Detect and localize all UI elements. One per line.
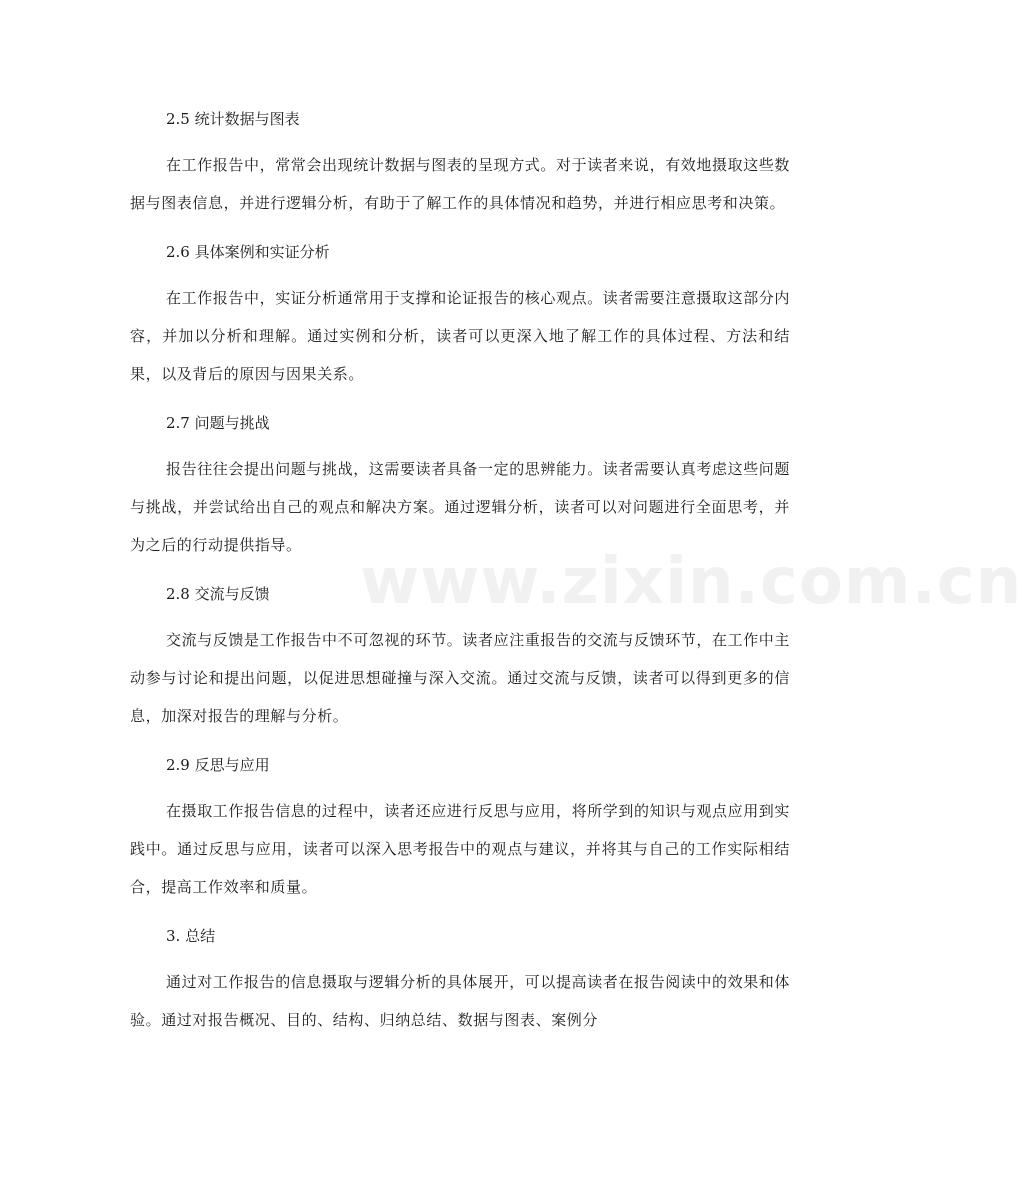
- section-heading-2-7: 2.7 问题与挑战: [166, 414, 270, 432]
- section-heading-2-8: 2.8 交流与反馈: [166, 585, 270, 603]
- watermark: www.zixin.com.cn: [360, 545, 1022, 619]
- section-heading-2-9: 2.9 反思与应用: [166, 756, 270, 774]
- section-paragraph-2-7: 报告往往会提出问题与挑战，这需要读者具备一定的思辨能力。读者需要认真考虑这些问题与挑战，并尝试给出自己的观点和解决方案。通过逻辑分析，读者可以对问题进行全面思考，并为之后的行动提供指导。: [130, 460, 791, 554]
- section-paragraph-2-9: 在摄取工作报告信息的过程中，读者还应进行反思与应用，将所学到的知识与观点应用到实践中。通过反思与应用，读者可以深入思考报告中的观点与建议，并将其与自己的工作实际相结合，提高工作效率和质量。: [130, 802, 791, 896]
- section-paragraph-2-6: 在工作报告中，实证分析通常用于支撑和论证报告的核心观点。读者需要注意摄取这部分内容，并加以分析和理解。通过实例和分析，读者可以更深入地了解工作的具体过程、方法和结果，以及背后的原因与因果关系。: [130, 289, 791, 383]
- section-paragraph-2-8: 交流与反馈是工作报告中不可忽视的环节。读者应注重报告的交流与反馈环节，在工作中主动参与讨论和提出问题，以促进思想碰撞与深入交流。通过交流与反馈，读者可以得到更多的信息，加深对报告的理解与分析。: [130, 631, 791, 725]
- section-heading-2-5: 2.5 统计数据与图表: [166, 110, 300, 128]
- section-heading-3: 3. 总结: [166, 927, 216, 945]
- document-body: [130, 100, 790, 1050]
- section-paragraph-2-5: 在工作报告中，常常会出现统计数据与图表的呈现方式。对于读者来说，有效地摄取这些数据与图表信息，并进行逻辑分析，有助于了解工作的具体情况和趋势，并进行相应思考和决策。: [130, 156, 791, 212]
- section-paragraph-3: 通过对工作报告的信息摄取与逻辑分析的具体展开，可以提高读者在报告阅读中的效果和体验。通过对报告概况、目的、结构、归纳总结、数据与图表、案例分: [130, 973, 791, 1029]
- section-heading-2-6: 2.6 具体案例和实证分析: [166, 243, 330, 261]
